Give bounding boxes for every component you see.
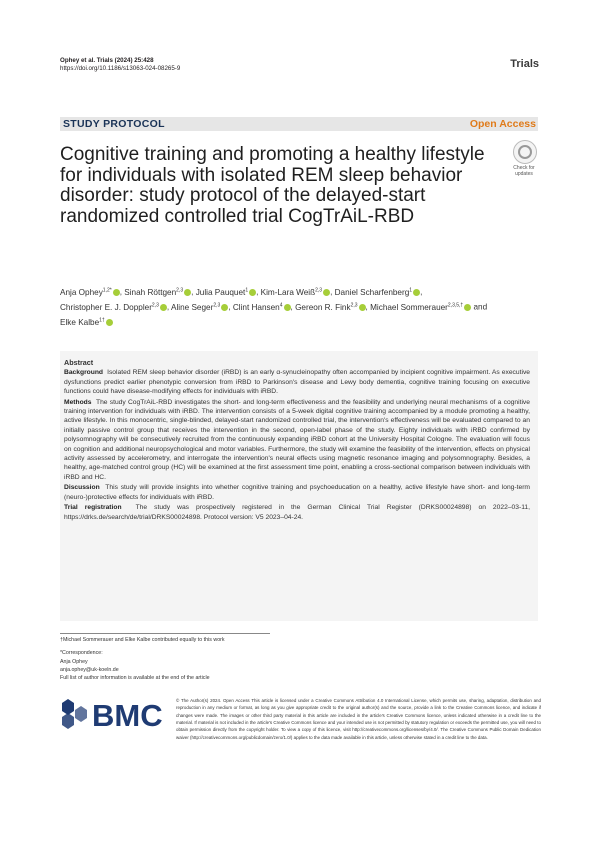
author-name[interactable]: Clint Hansen$^4$ (233, 303, 291, 312)
author-name[interactable]: Sinah Röttgen$^{2,3}$ (124, 288, 191, 297)
orcid-icon[interactable] (106, 319, 113, 326)
journal-name: Trials (510, 58, 539, 70)
doi-link[interactable]: https://doi.org/10.1186/s13063-024-08265-9 (60, 65, 181, 72)
abstract-section-discussion: Discussion This study will provide insights into whether cognitive training and psychoeducation on a healthy, active lifestyle have short- and long-term (neuro-)protective effects for individuals with iRBD. (64, 484, 530, 501)
article-type-label: STUDY PROTOCOL (63, 118, 165, 130)
article-title: Cognitive training and promoting a healthy lifestyle for individuals with isolated REM sleep behavior disorder: study protocol of the delayed-start randomized controlled trial CogTrAiL-RBD (60, 144, 485, 227)
citation-line: Ophey et al. Trials (2024) 25:428 (60, 57, 154, 64)
abstract-section-background: Background Isolated REM sleep behavior disorder (iRBD) is an early α-synucleinopathy often accompanied by incipient cognitive impairment. As executive dysfunctions predict earlier phenotypic conversion from iRBD to Parkinson's disease and Lewy body dementia, cognitive training focusing on executive functions could have disease-modifying effects for individuals with iRBD. (64, 369, 531, 396)
check-updates-line2: updates (515, 171, 533, 177)
check-updates-line1: Check for (513, 165, 535, 171)
orcid-icon[interactable] (184, 289, 191, 296)
author-info-note: Full list of author information is available at the end of the article (60, 675, 210, 682)
abstract-box (60, 351, 538, 621)
bmc-logo-text: BMC (92, 698, 163, 731)
orcid-icon[interactable] (249, 289, 256, 296)
correspondence-name: Anja Ophey (60, 658, 88, 665)
orcid-icon[interactable] (160, 304, 167, 311)
orcid-icon[interactable] (221, 304, 228, 311)
orcid-icon[interactable] (284, 304, 291, 311)
license-text: © The Author(s) 2024. Open Access This article is licensed under a Creative Commons Attribution 4.0 International License, which permits use, sharing, adaptation, distribution and reproduction in any medium or format, as long as you give appropriate credit to the original author(s) and the source, provide a link to the Creative Commons licence, and indicate if changes were made. The images or other third party material in this article are included in the article's Creative Commons licence, unless indicated otherwise in a credit line to the material. If material is not included in the article's Creative Commons licence and your intended use is not permitted by statutory regulation or exceeds the permitted use, you will need to obtain permission directly from the copyright holder. To view a copy of this licence, visit http://creativecommons.org/licenses/by/4.0/. The Creative Commons Public Domain Dedication waiver (http://creativecommons.org/publicdomain/zero/1.0/) applies to the data made available in this article, unless otherwise stated in a credit line to the data. (176, 698, 541, 740)
author-name[interactable]: Julia Pauquet$^1$ (196, 288, 256, 297)
footnotes (60, 636, 360, 682)
correspondence-label: *Correspondence: (60, 650, 103, 657)
author-name[interactable]: Daniel Scharfenberg$^1$ (335, 288, 420, 297)
author-list: Anja Ophey$^{1,2*}$ , Sinah Röttgen$^{2,3}$ , Julia Pauquet$^1$ , Kim-Lara Weiß$^{2,3}$ , Daniel Scharfenberg$^1$ , Christopher E. J. Doppler$^{2,3}$ , Aline Seger$^{2,3}$ , Clint Hansen$^4$ , Gereon R. Fink$^{2,3}$ , Michael Sommerauer$^{2,3,5,\dagger}$ and Elke Kalbe$^{1\dagger}$ (60, 287, 488, 328)
running-header (60, 57, 180, 73)
bmc-logo (60, 697, 170, 731)
abstract-section-methods: Methods The study CogTrAiL-RBD investigates the short- and long-term effectiveness and the feasibility and underlying neural mechanisms of a cognitive training intervention for individuals with iRBD. The intervention consists of a 5-week digital cognitive training accompanied by a module promoting a healthy, active lifestyle. In this monocentric, single-blinded, delayed-start randomized controlled trial, the intervention's effectiveness will be evaluated compared to an initially passive control group that receives the intervention in the second, open-label phase of the study. Eighty individuals with iRBD confirmed by polysomnography will be consecutively recruited from the continuously expanding iRBD cohort at the University Hospital Cologne. The evaluation will focus on cognition and additional neuropsychological and motor variables. Furthermore, the study will examine the feasibility of the intervention, effects on physical activity assessed by accelerometry, and interrogate the intervention's neural effects using magnetic resonance imaging and polysomnography. Besides, a healthy, age-matched control group (HC) will be examined at the first assessment time point, enabling a cross-sectional comparison between individuals with iRBD and HC. (64, 398, 530, 481)
orcid-icon[interactable] (464, 304, 471, 311)
bmc-logo-mark (60, 697, 170, 731)
orcid-icon[interactable] (413, 289, 420, 296)
abstract-section-trial-registration: Trial registration The study was prospectively registered in the German Clinical Trial Register (DRKS00024898) on 2022–03-11, https://drks.de/search/de/trial/DRKS00024898. Protocol version: V5 2023–04-24. (64, 504, 530, 521)
author-name[interactable]: Anja Ophey$^{1,2*}$ (60, 288, 120, 297)
author-name[interactable]: Aline Seger$^{2,3}$ (171, 303, 228, 312)
author-name[interactable]: Michael Sommerauer$^{2,3,5,\dagger}$ (370, 303, 471, 312)
orcid-icon[interactable] (359, 304, 366, 311)
orcid-icon[interactable] (323, 289, 330, 296)
equal-contribution-note: †Michael Sommerauer and Elke Kalbe contributed equally to this work (60, 637, 225, 643)
orcid-icon[interactable] (113, 289, 120, 296)
article-type-bar (60, 117, 538, 131)
author-name[interactable]: Elke Kalbe$^{1\dagger}$ (60, 318, 113, 327)
correspondence-email[interactable]: anja.ophey@uk-koeln.de (60, 666, 119, 673)
abstract-heading: Abstract (64, 358, 94, 367)
open-access-label: Open Access (469, 118, 536, 130)
footnote-divider (60, 633, 270, 634)
check-updates-icon (513, 140, 537, 164)
author-name[interactable]: Christopher E. J. Doppler$^{2,3}$ (60, 303, 167, 312)
author-name[interactable]: Gereon R. Fink$^{2,3}$ (295, 303, 365, 312)
check-for-updates-badge[interactable] (509, 140, 539, 176)
author-name[interactable]: Kim-Lara Weiß$^{2,3}$ (261, 288, 330, 297)
